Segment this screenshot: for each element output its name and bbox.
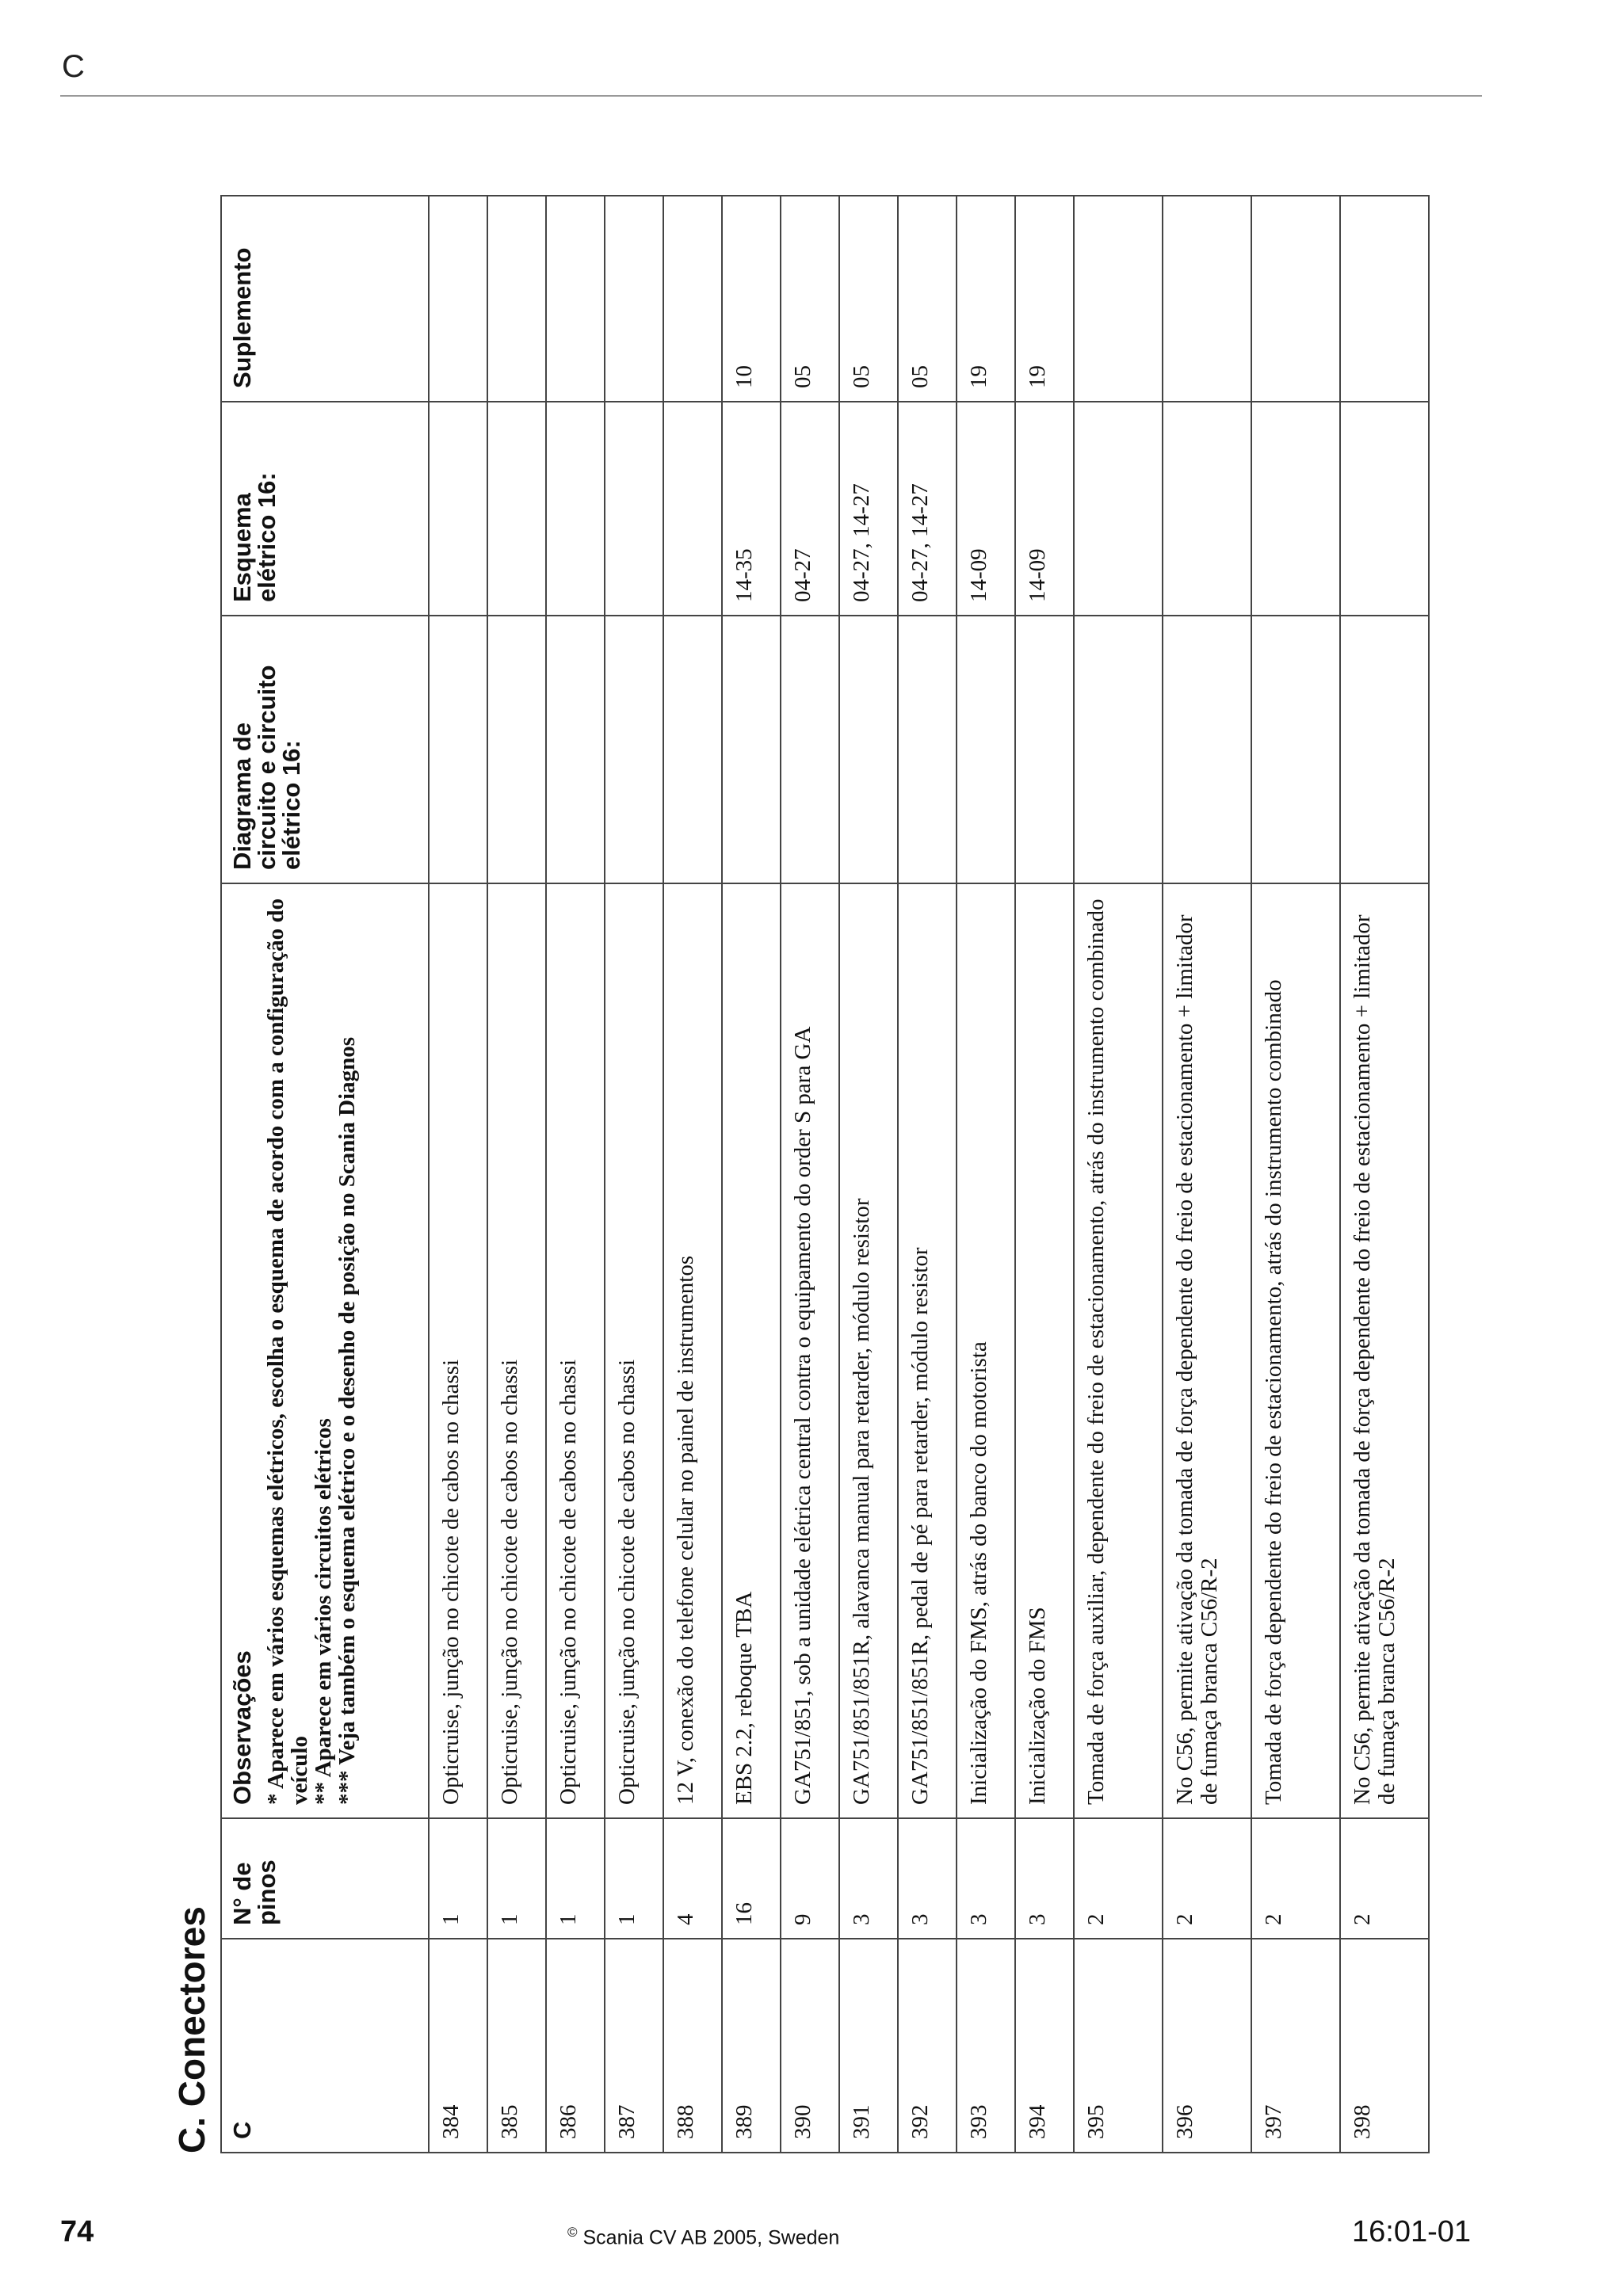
table-header-row (221, 196, 429, 2153)
copyright-text: Scania CV AB 2005, Sweden (582, 2226, 840, 2249)
observation: GA751/851/851R, alavanca manual para retarder, módulo resistor (839, 883, 898, 1818)
wiring-diagram-ref: 14-09 (1015, 402, 1074, 616)
wiring-diagram-ref (1340, 402, 1429, 616)
wiring-diagram-ref (487, 402, 546, 616)
supplement-ref (429, 196, 487, 402)
observation: No C56, permite ativação da tomada de força dependente do freio de estacionamento + limitador de fumaça branca C56/R-2 (1163, 883, 1251, 1818)
pin-count: 3 (898, 1818, 957, 1939)
table-row (1015, 196, 1074, 2153)
observation: Inicialização do FMS, atrás do banco do motorista (957, 883, 1015, 1818)
table-row (957, 196, 1015, 2153)
note-1: * Aparece em vários esquemas elétricos, escolha o esquema de acordo com a configuração do veículo (263, 898, 312, 1805)
wiring-diagram-ref: 04-27, 14-27 (898, 402, 957, 616)
section-title: C. Conectores (171, 1906, 212, 2153)
circuit-diagram-ref (839, 616, 898, 883)
circuit-diagram-ref (1015, 616, 1074, 883)
pin-count: 1 (487, 1818, 546, 1939)
circuit-diagram-ref (605, 616, 663, 883)
observation: 12 V, conexão do telefone celular no painel de instrumentos (663, 883, 722, 1818)
connectors-table (220, 195, 1430, 2153)
pin-count: 16 (722, 1818, 781, 1939)
document-code: 16:01-01 (1352, 2215, 1472, 2248)
observation: EBS 2.2, reboque TBA (722, 883, 781, 1818)
table-row (663, 196, 722, 2153)
supplement-ref (487, 196, 546, 402)
pin-count: 2 (1251, 1818, 1340, 1939)
supplement-ref (1340, 196, 1429, 402)
observation: Tomada de força auxiliar, dependente do freio de estacionamento, atrás do instrumento combinado (1074, 883, 1163, 1818)
col-header-pins: N° de pinos (221, 1818, 429, 1939)
pin-count: 1 (546, 1818, 605, 1939)
table-body (429, 196, 1429, 2153)
table-row (1074, 196, 1163, 2153)
circuit-diagram-ref (1251, 616, 1340, 883)
pin-count: 1 (429, 1818, 487, 1939)
pin-count: 1 (605, 1818, 663, 1939)
wiring-diagram-ref (1163, 402, 1251, 616)
col-header-diagrama: Diagrama de circuito e circuito elétrico 16: (221, 616, 429, 883)
connector-id: 390 (781, 1939, 839, 2153)
col-header-observacoes (221, 883, 429, 1818)
pin-count: 4 (663, 1818, 722, 1939)
page-number: 74 (60, 2215, 94, 2248)
wiring-diagram-ref (429, 402, 487, 616)
wiring-diagram-ref: 04-27, 14-27 (839, 402, 898, 616)
supplement-ref (605, 196, 663, 402)
connector-id: 393 (957, 1939, 1015, 2153)
circuit-diagram-ref (1074, 616, 1163, 883)
connector-id: 395 (1074, 1939, 1163, 2153)
circuit-diagram-ref (781, 616, 839, 883)
rotated-table-region (163, 196, 1441, 2153)
connector-id: 391 (839, 1939, 898, 2153)
connector-id: 387 (605, 1939, 663, 2153)
col-header-c: C (221, 1939, 429, 2153)
pin-count: 3 (839, 1818, 898, 1939)
connector-id: 394 (1015, 1939, 1074, 2153)
observation: Opticruise, junção no chicote de cabos no chassi (487, 883, 546, 1818)
circuit-diagram-ref (1340, 616, 1429, 883)
table-row (605, 196, 663, 2153)
observation: Tomada de força dependente do freio de estacionamento, atrás do instrumento combinado (1251, 883, 1340, 1818)
table-row (839, 196, 898, 2153)
connector-id: 385 (487, 1939, 546, 2153)
supplement-ref: 19 (957, 196, 1015, 402)
table-row (1163, 196, 1251, 2153)
note-2: ** Aparece em vários circuitos elétricos (311, 1418, 336, 1805)
observation: GA751/851/851R, pedal de pé para retarder, módulo resistor (898, 883, 957, 1818)
observation: Opticruise, junção no chicote de cabos no chassi (546, 883, 605, 1818)
table-row (546, 196, 605, 2153)
circuit-diagram-ref (429, 616, 487, 883)
header-section-letter: C (62, 49, 85, 84)
supplement-ref: 05 (839, 196, 898, 402)
supplement-ref (1251, 196, 1340, 402)
wiring-diagram-ref: 14-35 (722, 402, 781, 616)
pin-count: 2 (1340, 1818, 1429, 1939)
circuit-diagram-ref (487, 616, 546, 883)
header-divider (60, 95, 1482, 97)
supplement-ref: 05 (898, 196, 957, 402)
wiring-diagram-ref (1074, 402, 1163, 616)
wiring-diagram-ref (1251, 402, 1340, 616)
table-row (898, 196, 957, 2153)
table-row (722, 196, 781, 2153)
connector-id: 386 (546, 1939, 605, 2153)
supplement-ref: 05 (781, 196, 839, 402)
pin-count: 3 (957, 1818, 1015, 1939)
circuit-diagram-ref (722, 616, 781, 883)
circuit-diagram-ref (546, 616, 605, 883)
col-header-suplemento: Suplemento (221, 196, 429, 402)
observation: Opticruise, junção no chicote de cabos no chassi (605, 883, 663, 1818)
wiring-diagram-ref: 14-09 (957, 402, 1015, 616)
pin-count: 9 (781, 1818, 839, 1939)
supplement-ref: 19 (1015, 196, 1074, 402)
pin-count: 2 (1074, 1818, 1163, 1939)
header-notes (264, 897, 359, 1805)
supplement-ref (663, 196, 722, 402)
connector-id: 389 (722, 1939, 781, 2153)
connector-id: 392 (898, 1939, 957, 2153)
supplement-ref: 10 (722, 196, 781, 402)
observation: No C56, permite ativação da tomada de força dependente do freio de estacionamento + limitador de fumaça branca C56/R-2 (1340, 883, 1429, 1818)
pin-count: 3 (1015, 1818, 1074, 1939)
table-row (781, 196, 839, 2153)
pin-count: 2 (1163, 1818, 1251, 1939)
circuit-diagram-ref (957, 616, 1015, 883)
supplement-ref (546, 196, 605, 402)
copyright-symbol: © (567, 2225, 578, 2240)
observation: Inicialização do FMS (1015, 883, 1074, 1818)
circuit-diagram-ref (898, 616, 957, 883)
copyright-notice (567, 2225, 839, 2249)
note-3: *** Veja também o esquema elétrico e o desenho de posição no Scania Diagnos (334, 1036, 360, 1805)
supplement-ref (1163, 196, 1251, 402)
table-row (1340, 196, 1429, 2153)
observation: Opticruise, junção no chicote de cabos no chassi (429, 883, 487, 1818)
observation: GA751/851, sob a unidade elétrica central contra o equipamento do order S para GA (781, 883, 839, 1818)
connector-id: 398 (1340, 1939, 1429, 2153)
wiring-diagram-ref: 04-27 (781, 402, 839, 616)
col-header-observacoes-label: Observações (228, 1650, 256, 1805)
connector-id: 396 (1163, 1939, 1251, 2153)
connector-id: 384 (429, 1939, 487, 2153)
circuit-diagram-ref (1163, 616, 1251, 883)
wiring-diagram-ref (546, 402, 605, 616)
table-row (1251, 196, 1340, 2153)
circuit-diagram-ref (663, 616, 722, 883)
connector-id: 388 (663, 1939, 722, 2153)
wiring-diagram-ref (605, 402, 663, 616)
table-row (487, 196, 546, 2153)
connector-id: 397 (1251, 1939, 1340, 2153)
table-row (429, 196, 487, 2153)
supplement-ref (1074, 196, 1163, 402)
wiring-diagram-ref (663, 402, 722, 616)
col-header-esquema: Esquema elétrico 16: (221, 402, 429, 616)
